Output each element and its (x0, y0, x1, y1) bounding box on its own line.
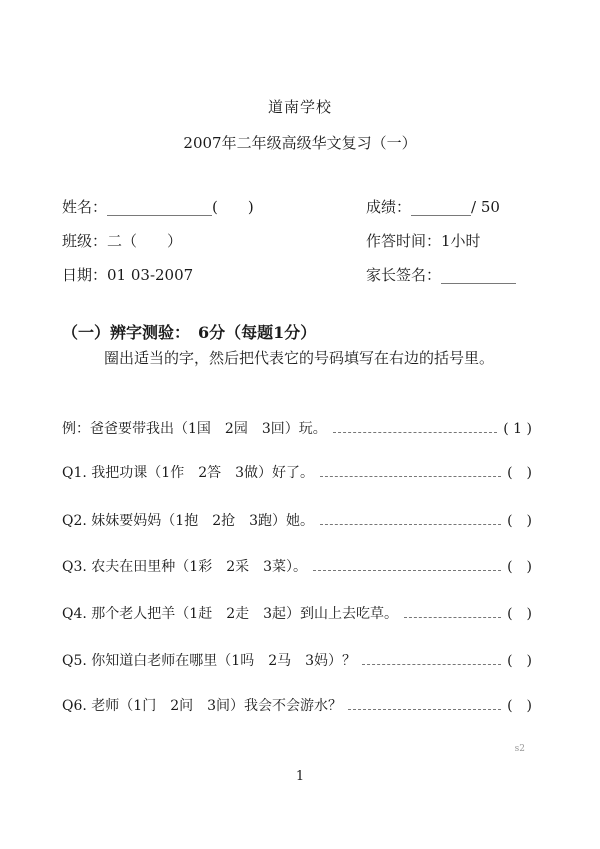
question-example (62, 418, 532, 438)
exam-title: 2007年二年级高级华文复习（一） (183, 134, 417, 152)
dotted-leader (404, 607, 501, 618)
dotted-leader (362, 654, 501, 665)
dotted-leader (333, 422, 498, 433)
question-text: Q4. 那个老人把羊（1赶 2走 3起）到山上去吃草。 (62, 606, 399, 622)
section-instruction: 圈出适当的字，然后把代表它的号码填写在右边的括号里。 (104, 349, 495, 367)
question-q5 (62, 650, 532, 670)
time-field: 作答时间：1小时 (366, 232, 481, 250)
dotted-leader (320, 466, 501, 477)
score-field: 成绩：________/ 50 (366, 198, 500, 216)
question-q2 (62, 510, 532, 530)
answer-bracket: ( ) (507, 698, 532, 714)
corner-mark: s2 (514, 744, 525, 754)
dotted-leader (320, 514, 501, 525)
question-text: Q3. 农夫在田里种（1彩 2采 3菜）。 (62, 559, 308, 575)
answer-bracket: ( ) (507, 653, 532, 669)
class-field: 班级：二（ ） (62, 232, 183, 250)
question-text: 例：爸爸要带我出（1国 2园 3回）玩。 (62, 421, 327, 437)
dotted-leader (348, 699, 501, 710)
question-text: Q1. 我把功课（1作 2答 3做）好了。 (62, 465, 315, 481)
question-text: Q5. 你知道白老师在哪里（1吗 2马 3妈）？ (62, 653, 357, 669)
answer-bracket: ( 1 ) (503, 421, 532, 437)
page-number: 1 (295, 769, 305, 784)
question-q3 (62, 556, 532, 576)
question-q1 (62, 462, 532, 482)
answer-bracket: ( ) (507, 606, 532, 622)
name-field: 姓名：______________( ) (62, 198, 254, 216)
date-field: 日期：01 03-2007 (62, 266, 194, 284)
question-q4 (62, 603, 532, 623)
parent-signature-field: 家长签名：__________ (366, 266, 517, 284)
section-heading: （一）辨字测验： 6分（每题1分） (62, 323, 317, 342)
answer-bracket: ( ) (507, 465, 532, 481)
answer-bracket: ( ) (507, 513, 532, 529)
school-name: 道南学校 (267, 98, 332, 116)
question-text: Q2. 妹妹要妈妈（1抱 2抢 3跑）她。 (62, 513, 315, 529)
answer-bracket: ( ) (507, 559, 532, 575)
question-q6 (62, 695, 532, 715)
dotted-leader (313, 560, 501, 571)
question-text: Q6. 老师（1门 2问 3间）我会不会游水？ (62, 698, 343, 714)
